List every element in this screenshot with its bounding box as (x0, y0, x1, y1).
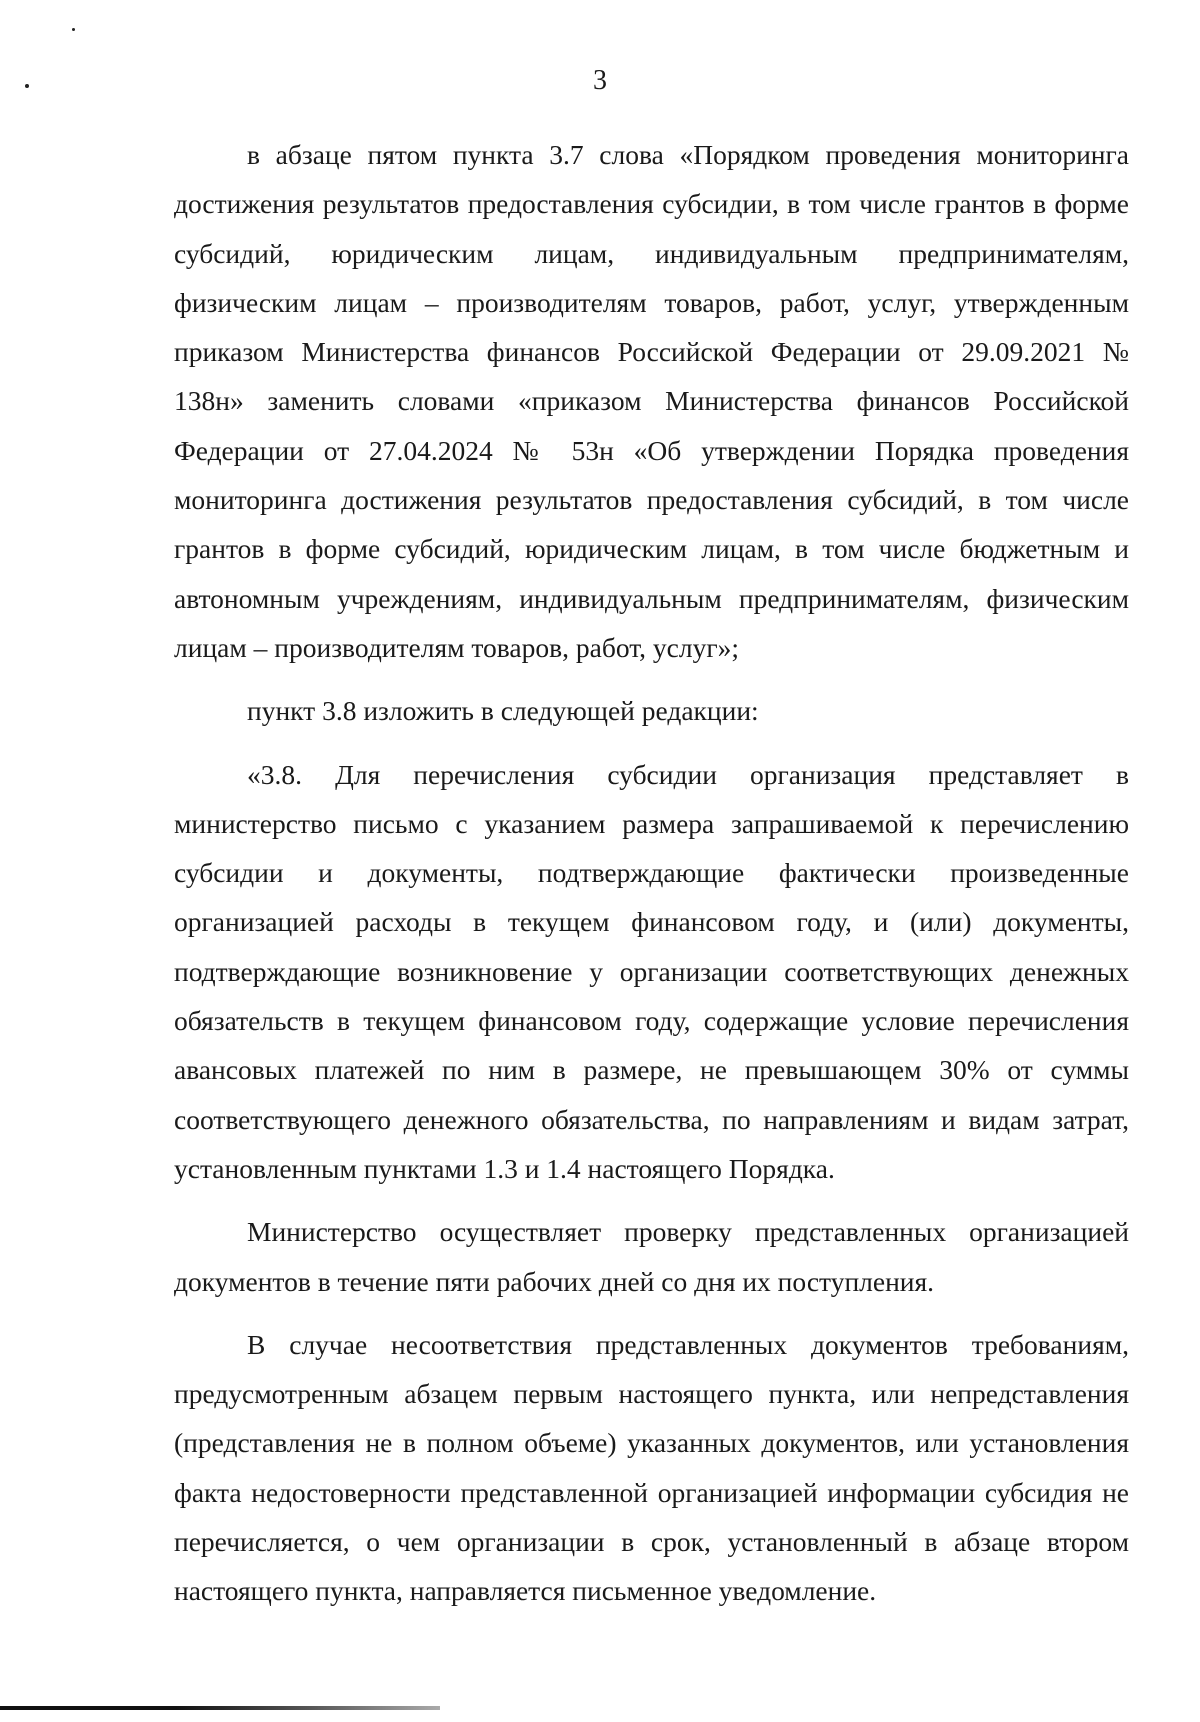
scan-speck (72, 28, 75, 31)
document-body (174, 130, 1129, 1616)
paragraph-clause-3-8: «3.8. Для перечисления субсидии организация представляет в министерство письмо с указанием размера запрашиваемой к перечислению субсидии и документы, подтверждающие фактически произведенные организацией расходы в текущем финансовом году, и (или) документы, подтверждающие возникновение у организации соответствующих денежных обязательств в текущем финансовом году, содержащие условие перечисления авансовых платежей по ним в размере, не превышающем 30% от суммы соответствующего денежного обязательства, по направлениям и видам затрат, установленным пунктами 1.3 и 1.4 настоящего Порядка. (174, 758, 1129, 1184)
paragraph-ministry-check: Министерство осуществляет проверку представленных организацией документов в течение пяти рабочих дней со дня их поступления. (174, 1216, 1129, 1297)
paragraph-non-compliance: В случае несоответствия представленных документов требованиям, предусмотренным абзацем первым настоящего пункта, или непредставления (представления не в полном объеме) указанных документов, или установления факта недостоверности представленной организацией информации субсидия не перечисляется, о чем организации в срок, установленный в абзаце втором настоящего пункта, направляется письменное уведомление. (174, 1328, 1129, 1607)
scan-edge-line (0, 1706, 440, 1710)
paragraph-amendment-3-7: в абзаце пятом пункта 3.7 слова «Порядком проведения мониторинга достижения результатов предоставления субсидии, в том числе грантов в форме субсидий, юридическим лицам, индивидуальным предпринимателям, физическим лицам – производителям товаров, работ, услуг, утвержденным приказом Министерства финансов Российской Федерации от 29.09.2021 № 138н» заменить словами «приказом Министерства финансов Российской Федерации от 27.04.2024 № 53н «Об утверждении Порядка проведения мониторинга достижения результатов предоставления субсидий, в том числе грантов в форме субсидий, юридическим лицам, в том числе бюджетным и автономным учреждениям, индивидуальным предпринимателям, физическим лицам – производителям товаров, работ, услуг»; (174, 139, 1129, 663)
paragraph-intro-3-8: пункт 3.8 изложить в следующей редакции: (247, 695, 759, 727)
page-number: 3 (593, 65, 607, 96)
